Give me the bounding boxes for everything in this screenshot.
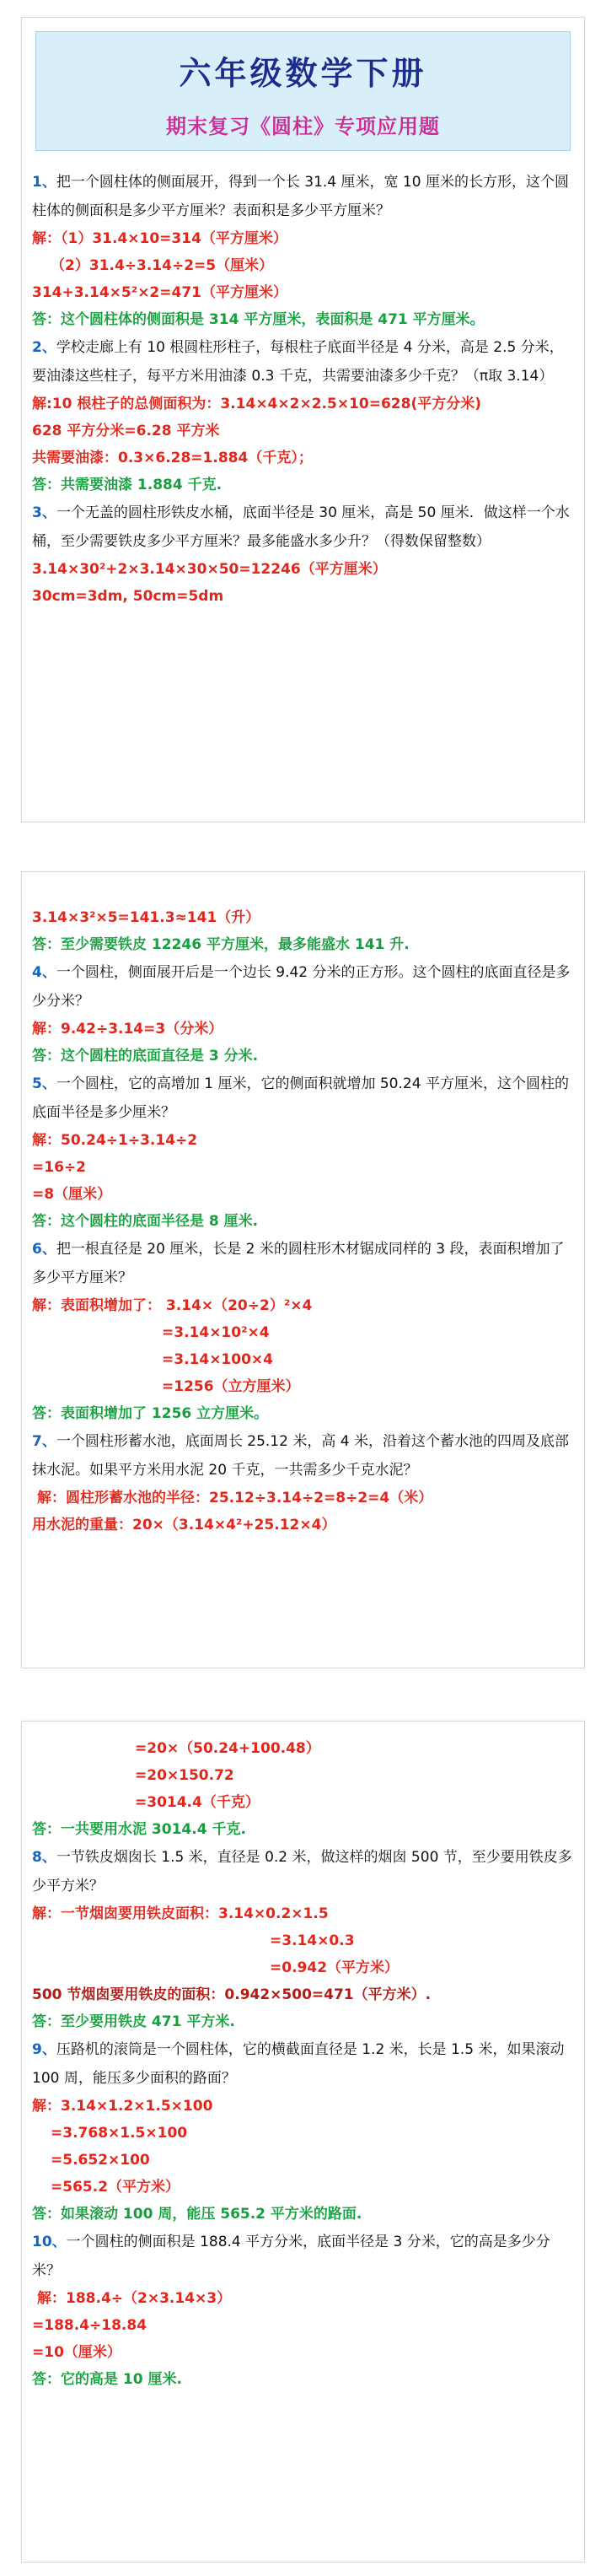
solution-line: =8（厘米）: [32, 1186, 112, 1203]
question-body: 压路机的滚筒是一个圆柱体，它的横截面直径是 1.2 米，长是 1.5 米，如果滚动 100 周，能压多少面积的路面？: [32, 2041, 565, 2087]
question-number: 10、: [32, 2234, 67, 2250]
question-text: [32, 498, 572, 556]
solution-line: =188.4÷18.84: [32, 2317, 147, 2334]
question-text: [32, 958, 572, 1016]
question-body: 把一根直径是 20 厘米，长是 2 米的圆柱形木材锯成同样的 3 段，表面积增加了多少平方厘米？: [32, 1241, 565, 1286]
solution-line: 解：188.4÷（2×3.14×3）: [37, 2290, 232, 2307]
question-body: 一节铁皮烟囱长 1.5 米，直径是 0.2 米，做这样的烟囱 500 节，至少要用铁皮多少平方米？: [32, 1849, 572, 1894]
question-text: [32, 2228, 572, 2285]
answer-line: 答：表面积增加了 1256 立方厘米。: [32, 1405, 269, 1422]
solution-line: =3.14×100×4: [162, 1351, 273, 1368]
solution-line: =20×（50.24+100.48）: [135, 1740, 320, 1757]
solution-line: 3.14×30²+2×3.14×30×50=12246（平方厘米）: [32, 561, 387, 578]
question-body: 一个圆柱，它的高增加 1 厘米，它的侧面积就增加 50.24 平方厘米，这个圆柱的底面半径是多少厘米？: [32, 1075, 569, 1121]
solution-line: 解:10 根柱子的总侧面积为：3.14×4×2×2.5×10=628(平方分米): [32, 396, 481, 412]
question-body: 一个无盖的圆柱形铁皮水桶，底面半径是 30 厘米，高是 50 厘米．做这样一个水桶，至少需要铁皮多少平方厘米？最多能盛水多少升？（得数保留整数）: [32, 504, 570, 550]
question-body: 学校走廊上有 10 根圆柱形柱子，每根柱子底面半径是 4 分米，高是 2.5 分米，要油漆这些柱子，每平方米用油漆 0.3 千克，共需要油漆多少千克？（π取 3.14）: [32, 339, 564, 385]
question-text: [32, 1235, 572, 1292]
question-text: [32, 1070, 572, 1127]
worksheet-page-3: [21, 1721, 585, 2563]
solution-line: 解：50.24÷1÷3.14÷2: [32, 1132, 198, 1149]
question-number: 2、: [32, 339, 56, 356]
solution-line: 628 平方分米=6.28 平方米: [32, 423, 220, 439]
question-body: 把一个圆柱体的侧面展开，得到一个长 31.4 厘米，宽 10 厘米的长方形，这个圆柱体的侧面积是多少平方厘米？表面积是多少平方厘米？: [32, 174, 569, 219]
solution-line: =3.14×0.3: [270, 1932, 355, 1949]
question-number: 5、: [32, 1075, 56, 1092]
answer-line: 答：共需要油漆 1.884 千克.: [32, 477, 223, 493]
solution-line: =3014.4（千克）: [135, 1794, 260, 1811]
solution-line: 解：（1）31.4×10=314（平方厘米）: [32, 230, 287, 247]
answer-line: 答：至少要用铁皮 471 平方米.: [32, 2013, 235, 2030]
answer-line: 答：如果滚动 100 周，能压 565.2 平方米的路面.: [32, 2206, 362, 2223]
solution-line: 314+3.14×5²×2=471（平方厘米）: [32, 284, 287, 301]
solution-line: 解：表面积增加了： 3.14×（20÷2）²×4: [32, 1297, 313, 1314]
solution-line: 500 节烟囱要用铁皮的面积：0.942×500=471（平方米）.: [32, 1986, 432, 2003]
worksheet-page-2: [21, 871, 585, 1668]
solution-line: =3.768×1.5×100: [51, 2125, 188, 2142]
answer-line: 答：一共要用水泥 3014.4 千克.: [32, 1821, 246, 1838]
question-number: 7、: [32, 1433, 56, 1450]
solution-line: =0.942（平方米）: [270, 1959, 400, 1976]
solution-line: =3.14×10²×4: [162, 1324, 270, 1341]
title-banner: [35, 31, 571, 151]
solution-line: 解：圆柱形蓄水池的半径：25.12÷3.14÷2=8÷2=4（米）: [37, 1490, 433, 1506]
question-body: 一个圆柱形蓄水池，底面周长 25.12 米，高 4 米，沿着这个蓄水池的四周及底部抹水泥。如果平方米用水泥 20 千克，一共需多少千克水泥？: [32, 1433, 569, 1479]
worksheet-page-1: [21, 17, 585, 822]
question-text: [32, 2035, 572, 2093]
question-number: 6、: [32, 1241, 56, 1258]
page-3-content: [32, 1735, 572, 2393]
question-number: 4、: [32, 964, 56, 981]
solution-line: 30cm=3dm, 50cm=5dm: [32, 588, 224, 605]
solution-line: =16÷2: [32, 1159, 86, 1176]
page-subtitle: 期末复习《圆柱》专项应用题: [166, 115, 440, 138]
question-body: 一个圆柱的侧面积是 188.4 平方分米，底面半径是 3 分米，它的高是多少分米？: [32, 2234, 550, 2279]
solution-line: 3.14×3²×5=141.3≈141（升）: [32, 909, 260, 926]
solution-line: （2）31.4÷3.14÷2=5（厘米）: [51, 257, 274, 274]
question-text: [32, 333, 572, 391]
solution-line: 共需要油漆：0.3×6.28=1.884（千克）；: [32, 450, 313, 466]
solution-line: 解：9.42÷3.14=3（分米）: [32, 1021, 223, 1037]
solution-line: =10（厘米）: [32, 2344, 121, 2361]
solution-line: =5.652×100: [51, 2152, 150, 2169]
answer-line: 答：至少需要铁皮 12246 平方厘米，最多能盛水 141 升.: [32, 936, 410, 953]
page-1-content: [32, 168, 572, 610]
question-text: [32, 168, 572, 225]
solution-line: =565.2（平方米）: [51, 2179, 180, 2196]
answer-line: 答：它的高是 10 厘米.: [32, 2371, 182, 2388]
question-number: 1、: [32, 174, 56, 191]
page-2-content: [32, 904, 572, 1539]
question-number: 3、: [32, 504, 56, 521]
answer-line: 答：这个圆柱体的侧面积是 314 平方厘米，表面积是 471 平方厘米。: [32, 311, 485, 328]
solution-line: 用水泥的重量：20×（3.14×4²+25.12×4）: [32, 1517, 336, 1533]
solution-line: =1256（立方厘米）: [162, 1378, 300, 1395]
question-text: [32, 1427, 572, 1485]
solution-line: 解：3.14×1.2×1.5×100: [32, 2098, 213, 2115]
page-title: 六年级数学下册: [179, 54, 427, 92]
question-body: 一个圆柱，侧面展开后是一个边长 9.42 分米的正方形。这个圆柱的底面直径是多少分米？: [32, 964, 571, 1010]
question-number: 8、: [32, 1849, 56, 1866]
solution-line: =20×150.72: [135, 1767, 234, 1784]
solution-line: 解：一节烟囱要用铁皮面积：3.14×0.2×1.5: [32, 1905, 329, 1922]
question-number: 9、: [32, 2041, 56, 2058]
question-text: [32, 1843, 572, 1900]
answer-line: 答：这个圆柱的底面半径是 8 厘米.: [32, 1213, 259, 1230]
answer-line: 答：这个圆柱的底面直径是 3 分米.: [32, 1048, 259, 1064]
